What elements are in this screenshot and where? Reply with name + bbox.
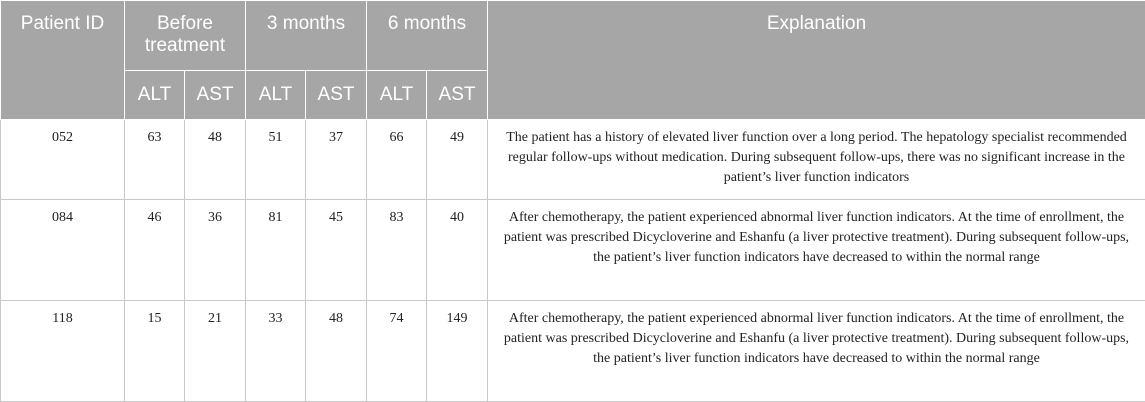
- cell-before-alt: 15: [125, 301, 185, 402]
- table-body: [1, 120, 1145, 402]
- cell-explanation: After chemotherapy, the patient experienced abnormal liver function indicators. At the time of enrollment, the patient was prescribed Dicycloverine and Eshanfu (a liver protective treatment). During subsequent follow-ups, the patient’s liver function indicators have decreased to within the normal range: [488, 301, 1145, 402]
- cell-patient-id: 052: [1, 120, 125, 200]
- header-3m-alt: ALT: [246, 71, 306, 120]
- cell-6m-alt: 74: [367, 301, 427, 402]
- table-row: [1, 301, 1145, 402]
- header-6-months: 6 months: [367, 1, 488, 71]
- cell-before-alt: 46: [125, 200, 185, 301]
- cell-3m-ast: 37: [306, 120, 367, 200]
- cell-before-ast: 48: [185, 120, 246, 200]
- header-3m-ast: AST: [306, 71, 367, 120]
- cell-6m-ast: 49: [427, 120, 488, 200]
- cell-6m-alt: 66: [367, 120, 427, 200]
- header-patient-id: Patient ID: [1, 1, 125, 120]
- table-row: [1, 200, 1145, 301]
- cell-before-ast: 36: [185, 200, 246, 301]
- cell-before-ast: 21: [185, 301, 246, 402]
- header-before-ast: AST: [185, 71, 246, 120]
- header-before-alt: ALT: [125, 71, 185, 120]
- cell-patient-id: 118: [1, 301, 125, 402]
- cell-3m-alt: 81: [246, 200, 306, 301]
- header-6m-alt: ALT: [367, 71, 427, 120]
- cell-patient-id: 084: [1, 200, 125, 301]
- cell-6m-ast: 149: [427, 301, 488, 402]
- table-header: [1, 1, 1145, 120]
- header-6m-ast: AST: [427, 71, 488, 120]
- table-row: [1, 120, 1145, 200]
- cell-explanation: After chemotherapy, the patient experienced abnormal liver function indicators. At the time of enrollment, the patient was prescribed Dicycloverine and Eshanfu (a liver protective treatment). During subsequent follow-ups, the patient’s liver function indicators have decreased to within the normal range: [488, 200, 1145, 301]
- cell-3m-alt: 33: [246, 301, 306, 402]
- cell-3m-ast: 45: [306, 200, 367, 301]
- header-before-treatment: Before treatment: [125, 1, 246, 71]
- cell-6m-ast: 40: [427, 200, 488, 301]
- header-explanation: Explanation: [488, 1, 1145, 120]
- cell-before-alt: 63: [125, 120, 185, 200]
- cell-3m-ast: 48: [306, 301, 367, 402]
- cell-6m-alt: 83: [367, 200, 427, 301]
- cell-3m-alt: 51: [246, 120, 306, 200]
- header-3-months: 3 months: [246, 1, 367, 71]
- cell-explanation: The patient has a history of elevated liver function over a long period. The hepatology specialist recommended regular follow-ups without medication. During subsequent follow-ups, there was no significant increase in the patient’s liver function indicators: [488, 120, 1145, 200]
